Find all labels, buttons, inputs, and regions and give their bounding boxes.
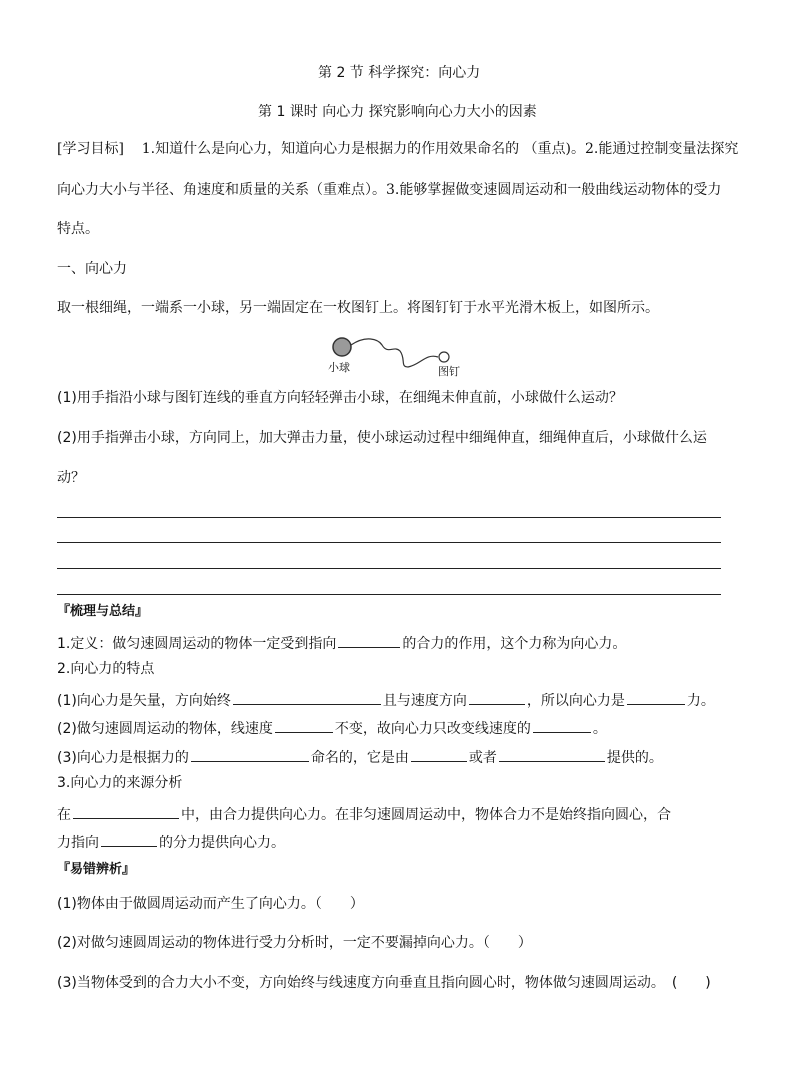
objectives-text-1: 1.知道什么是向心力，知道向心力是根据力的作用效果命名的 （重点)。2.能通过控制变量法探究 [141,141,739,157]
item-2-1-text-d: 力。 [686,693,715,709]
string-line [351,339,438,367]
blank-5[interactable] [275,718,333,733]
blank-3[interactable] [469,690,525,705]
item-2-2-text-b: 不变，故向心力只改变线速度的 [334,721,531,737]
item-3-text-b: 中，由合力提供向心力。在非匀速圆周运动中，物体合力不是始终指向圆心，合 [181,807,671,823]
objectives-label: [学习目标] [57,141,124,157]
answer-line-4[interactable] [57,594,721,595]
ball-pin-figure [326,333,468,379]
blank-7[interactable] [191,747,309,762]
summary-item-3-line-1 [57,804,671,823]
item-2-2-text-c: 。 [592,721,607,737]
blank-2[interactable] [233,690,381,705]
pitfall-item-2: (2)对做匀速圆周运动的物体进行受力分析时，一定不要漏掉向心力。（ ） [57,935,532,951]
item-2-1-text-a: (1)向心力是矢量，方向始终 [57,693,231,709]
answer-line-2[interactable] [57,542,721,543]
item-3-text-d: 的分力提供向心力。 [159,835,285,851]
summary-item-1-text-a: 1.定义：做匀速圆周运动的物体一定受到指向 [57,636,337,652]
item-2-3-text-c: 或者 [468,750,497,766]
summary-item-1-text-b: 的合力的作用，这个力称为向心力。 [402,636,627,652]
pitfall-item-1: (1)物体由于做圆周运动而产生了向心力。（ ） [57,896,364,912]
ball-label: 小球 [328,361,350,374]
heading-centripetal-force: 一、向心力 [57,261,127,277]
lesson-title: 第 1 课时 向心力 探究影响向心力大小的因素 [258,104,537,120]
blank-10[interactable] [73,804,179,819]
answer-line-3[interactable] [57,568,721,569]
objectives-line-1 [57,141,738,157]
item-2-2-text-a: (2)做匀速圆周运动的物体，线速度 [57,721,273,737]
intro-paragraph: 取一根细绳，一端系一小球，另一端固定在一枚图钉上。将图钉钉于水平光滑木板上，如图所示。 [57,300,659,316]
objectives-line-3: 特点。 [57,221,99,237]
summary-item-2-2 [57,718,607,737]
summary-item-2-3 [57,747,663,766]
blank-4[interactable] [627,690,685,705]
item-2-3-text-b: 命名的，它是由 [310,750,409,766]
blank-1[interactable] [338,633,400,648]
item-2-3-text-d: 提供的。 [606,750,663,766]
item-2-1-text-c: ，所以向心力是 [526,693,625,709]
pitfall-item-3: (3)当物体受到的合力大小不变，方向始终与线速度方向垂直且指向圆心时，物体做匀速圆周运动。 ( ) [57,975,711,991]
question-2-line-2: 动？ [57,470,85,486]
answer-line-1[interactable] [57,517,721,518]
question-2-line-1: (2)用手指弹击小球，方向同上，加大弹击力量，使小球运动过程中细绳伸直，细绳伸直后，小球做什么运 [57,430,707,446]
summary-item-3: 3.向心力的来源分析 [57,775,183,791]
pin-label: 图钉 [438,365,460,378]
pitfall-heading: 『易错辨析』 [57,862,136,877]
blank-6[interactable] [533,718,591,733]
objectives-line-2: 向心力大小与半径、角速度和质量的关系（重难点）。3.能够掌握做变速圆周运动和一般曲线运动物体的受力 [57,182,722,198]
item-3-text-c: 力指向 [57,835,99,851]
blank-9[interactable] [499,747,605,762]
summary-item-1 [57,633,626,652]
item-2-1-text-b: 且与速度方向 [382,693,467,709]
summary-item-2-1 [57,690,715,709]
section-title: 第 2 节 科学探究：向心力 [318,65,481,81]
blank-8[interactable] [411,747,467,762]
summary-heading: 『梳理与总结』 [57,604,149,619]
blank-11[interactable] [101,832,157,847]
summary-item-3-line-2 [57,832,285,851]
item-3-text-a: 在 [57,807,71,823]
summary-item-2: 2.向心力的特点 [57,661,155,677]
item-2-3-text-a: (3)向心力是根据力的 [57,750,189,766]
question-1: (1)用手指沿小球与图钉连线的垂直方向轻轻弹击小球，在细绳未伸直前，小球做什么运动？ [57,390,623,406]
ball-shape [333,338,351,356]
pin-head [439,352,449,362]
